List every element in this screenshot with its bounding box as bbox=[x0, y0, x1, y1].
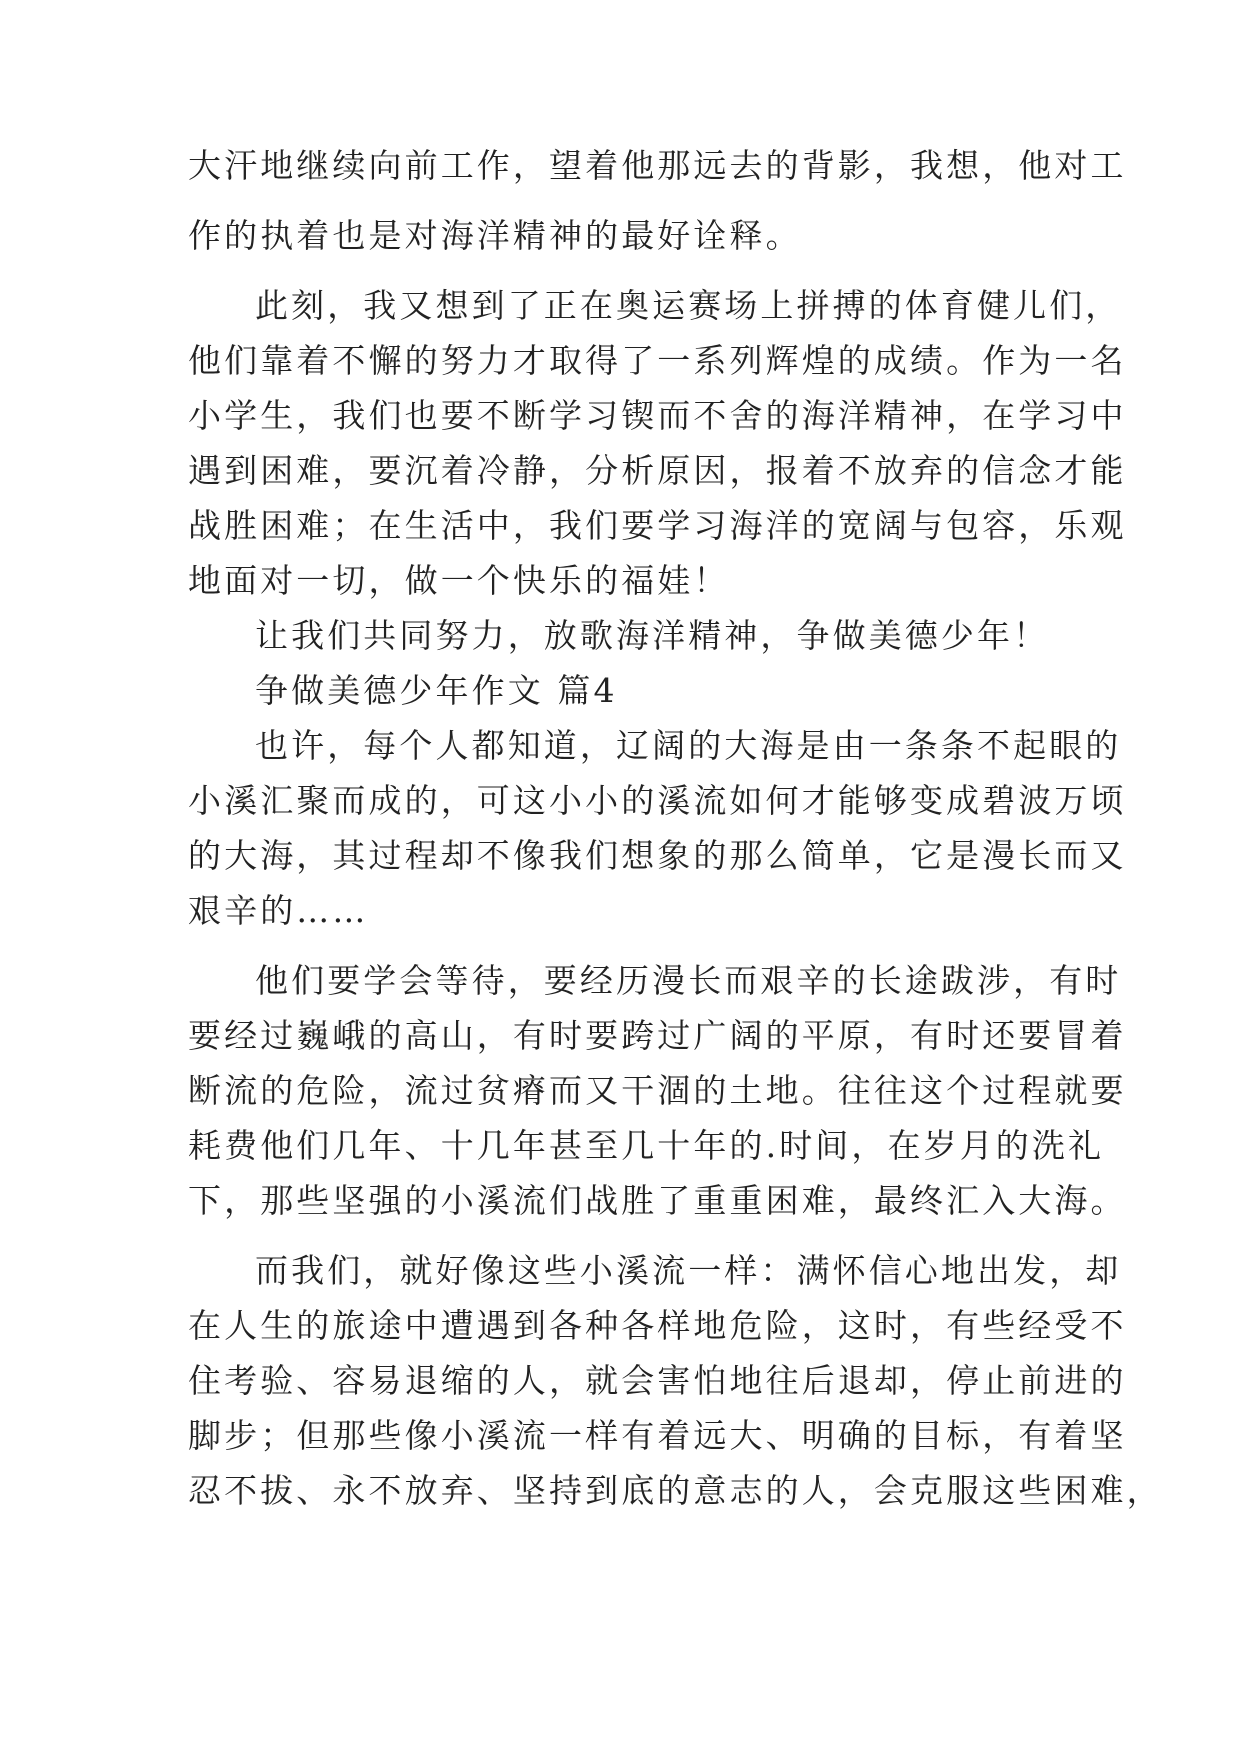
text-line: 也许，每个人都知道，辽阔的大海是由一条条不起眼的 bbox=[255, 726, 1122, 765]
text-line: 战胜困难；在生活中，我们要学习海洋的宽阔与包容，乐观 bbox=[188, 506, 1127, 545]
text-line: 脚步；但那些像小溪流一样有着远大、明确的目标，有着坚 bbox=[188, 1416, 1127, 1455]
text-line: 耗费他们几年、十几年甚至几十年的.时间，在岁月的洗礼 bbox=[188, 1126, 1105, 1165]
text-line: 此刻，我又想到了正在奥运赛场上拼搏的体育健儿们， bbox=[255, 286, 1122, 325]
text-line: 忍不拔、永不放弃、坚持到底的意志的人，会克服这些困难， bbox=[188, 1471, 1163, 1510]
text-line: 的大海，其过程却不像我们想象的那么简单，它是漫长而又 bbox=[188, 836, 1127, 875]
text-line: 他们靠着不懈的努力才取得了一系列辉煌的成绩。作为一名 bbox=[188, 341, 1127, 380]
text-line: 在人生的旅途中遭遇到各种各样地危险，这时，有些经受不 bbox=[188, 1306, 1127, 1345]
text-line: 作的执着也是对海洋精神的最好诠释。 bbox=[188, 216, 802, 255]
section-heading: 争做美德少年作文 篇4 bbox=[255, 671, 618, 710]
text-line: 要经过巍峨的高山，有时要跨过广阔的平原，有时还要冒着 bbox=[188, 1016, 1127, 1055]
text-line: 艰辛的…… bbox=[188, 891, 369, 930]
text-line: 住考验、容易退缩的人，就会害怕地往后退却，停止前进的 bbox=[188, 1361, 1127, 1400]
text-line: 大汗地继续向前工作，望着他那远去的背影，我想，他对工 bbox=[188, 146, 1127, 185]
text-line: 让我们共同努力，放歌海洋精神，争做美德少年！ bbox=[255, 616, 1050, 655]
text-line: 地面对一切，做一个快乐的福娃！ bbox=[188, 561, 730, 600]
text-line: 下，那些坚强的小溪流们战胜了重重困难，最终汇入大海。 bbox=[188, 1181, 1127, 1220]
text-line: 断流的危险，流过贫瘠而又干涸的土地。往往这个过程就要 bbox=[188, 1071, 1127, 1110]
text-line: 小学生，我们也要不断学习锲而不舍的海洋精神，在学习中 bbox=[188, 396, 1127, 435]
text-line: 小溪汇聚而成的，可这小小的溪流如何才能够变成碧波万顷 bbox=[188, 781, 1127, 820]
text-line: 遇到困难，要沉着冷静，分析原因，报着不放弃的信念才能 bbox=[188, 451, 1127, 490]
text-line: 他们要学会等待，要经历漫长而艰辛的长途跋涉，有时 bbox=[255, 961, 1122, 1000]
text-line: 而我们，就好像这些小溪流一样：满怀信心地出发，却 bbox=[255, 1251, 1122, 1290]
